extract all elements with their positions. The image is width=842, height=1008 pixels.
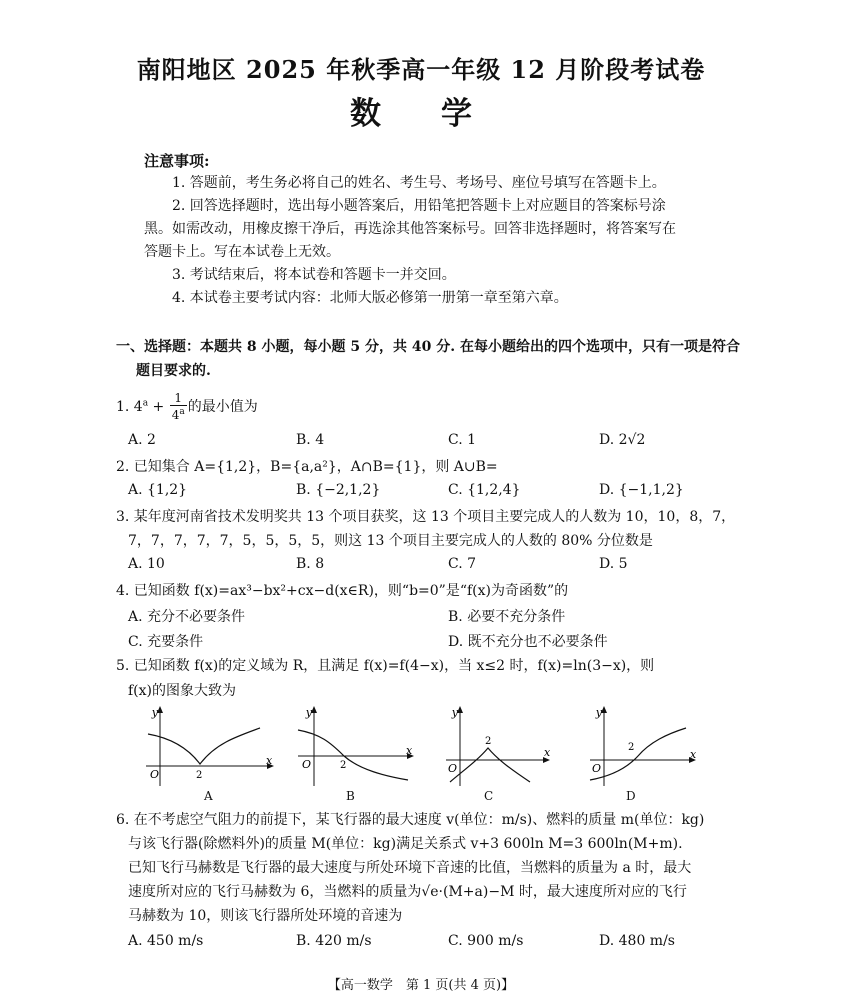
x-axis-label: x — [544, 746, 551, 759]
q4-option-d: D. 既不充分也不必要条件 — [448, 634, 608, 650]
page-footer: 【高一数学 第 1 页(共 4 页)】 — [327, 978, 515, 993]
q6-option-d: D. 480 m/s — [599, 933, 675, 949]
q1-option-d: D. 2√2 — [599, 432, 646, 448]
question-6-line-4: 速度所对应的飞行马赫数为 6，当燃料的质量为√e·(M+a)−M 时，最大速度所对应的飞行 — [128, 884, 687, 900]
question-4: 4. 已知函数 f(x)=ax³−bx²+cx−d(x∈R)，则“b=0”是“f(x)为奇函数”的 — [116, 583, 569, 599]
notice-item-2: 2. 回答选择题时，选出每小题答案后，用铅笔把答题卡上对应题目的答案标号涂 — [172, 198, 666, 214]
q4-option-b: B. 必要不充分条件 — [448, 609, 566, 625]
question-6-line-5: 马赫数为 10，则该飞行器所处环境的音速为 — [128, 908, 403, 924]
q2-option-b: B. {−2,1,2} — [296, 482, 381, 498]
question-5-cont: f(x)的图象大致为 — [128, 683, 237, 699]
tick-2-label: 2 — [340, 760, 347, 771]
graph-a — [140, 704, 280, 792]
q3-option-a: A. 10 — [128, 556, 165, 572]
question-3: 3. 某年度河南省技术发明奖共 13 个项目获奖，这 13 个项目主要完成人的人数为 10，10，8，7， — [116, 509, 736, 525]
y-axis-label: y — [595, 706, 602, 719]
origin-label: O — [150, 768, 160, 781]
question-5: 5. 已知函数 f(x)的定义域为 R，且满足 f(x)=f(4−x)，当 x≤2 时，f(x)=ln(3−x)，则 — [116, 658, 655, 674]
x-axis-label: x — [266, 754, 273, 767]
question-1: 1. $4^a$ + $\frac{1}{4^a}$ 的最小值为 — [116, 391, 258, 422]
section-heading-cont: 题目要求的. — [136, 363, 211, 379]
q1-option-b: B. 4 — [296, 432, 325, 448]
x-axis-label: x — [406, 744, 413, 757]
q2-option-c: C. {1,2,4} — [448, 482, 521, 498]
q5-option-c: C — [484, 789, 494, 803]
notice-item-2-cont: 黑。如需改动，用橡皮擦干净后，再选涂其他答案标号。回答非选择题时，将答案写在 — [144, 221, 676, 237]
notice-item-3: 3. 考试结束后，将本试卷和答题卡一并交回。 — [172, 267, 456, 283]
notice-item-1: 1. 答题前，考生务必将自己的姓名、考生号、考场号、座位号填写在答题卡上。 — [172, 175, 666, 191]
notice-item-4: 4. 本试卷主要考试内容：北师大版必修第一册第一章至第六章。 — [172, 290, 568, 306]
q5-option-d: D — [626, 789, 636, 803]
question-6-line-3: 已知飞行马赫数是飞行器的最大速度与所处环境下音速的比值，当燃料的质量为 a 时，最大 — [128, 860, 692, 876]
tick-2-label: 2 — [628, 742, 635, 753]
q5-option-b: B — [346, 789, 355, 803]
graph-b — [290, 704, 430, 792]
graph-c — [438, 704, 558, 792]
tick-2-label: 2 — [196, 770, 203, 781]
q6-option-c: C. 900 m/s — [448, 933, 524, 949]
q6-option-b: B. 420 m/s — [296, 933, 372, 949]
fraction: $\frac{1}{4^a}$ — [171, 391, 185, 422]
q5-option-a: A — [204, 789, 213, 803]
notice-item-2-cont2: 答题卡上。写在本试卷上无效。 — [144, 244, 340, 260]
y-axis-label: y — [451, 706, 458, 719]
q3-option-d: D. 5 — [599, 556, 628, 572]
subject-title: 数学 — [350, 96, 532, 132]
q3-option-c: C. 7 — [448, 556, 477, 572]
graph-d — [582, 704, 712, 792]
q6-option-a: A. 450 m/s — [128, 933, 204, 949]
y-axis-label: y — [151, 706, 158, 719]
question-3-cont: 7，7，7，7，7，5，5，5，5，则这 13 个项目主要完成人的人数的 80% 分位数是 — [128, 533, 653, 549]
exam-title: 南阳地区 2025 年秋季高一年级 12 月阶段考试卷 — [136, 55, 706, 84]
q1-option-c: C. 1 — [448, 432, 477, 448]
q2-option-a: A. {1,2} — [128, 482, 188, 498]
question-6: 6. 在不考虑空气阻力的前提下，某飞行器的最大速度 v(单位：m/s)、燃料的质量 m(单位：kg) — [116, 812, 705, 828]
q3-option-b: B. 8 — [296, 556, 325, 572]
q4-option-c: C. 充要条件 — [128, 634, 204, 650]
origin-label: O — [448, 762, 458, 775]
q4-option-a: A. 充分不必要条件 — [128, 609, 246, 625]
question-6-line-2: 与该飞行器(除燃料外)的质量 M(单位：kg)满足关系式 v+3 600ln M=3 600ln(M+m). — [128, 836, 683, 852]
tick-2-label: 2 — [485, 736, 492, 747]
origin-label: O — [302, 758, 312, 771]
origin-label: O — [592, 762, 602, 775]
y-axis-label: y — [305, 706, 312, 719]
q2-option-d: D. {−1,1,2} — [599, 482, 684, 498]
question-2: 2. 已知集合 A={1,2}，B={a,a²}，A∩B={1}，则 A∪B= — [116, 459, 498, 475]
x-axis-label: x — [690, 748, 697, 761]
notice-heading: 注意事项: — [144, 152, 210, 170]
section-heading: 一、选择题：本题共 8 小题，每小题 5 分，共 40 分. 在每小题给出的四个选项中，只有一项是符合 — [116, 339, 740, 355]
q1-option-a: A. 2 — [128, 432, 156, 448]
